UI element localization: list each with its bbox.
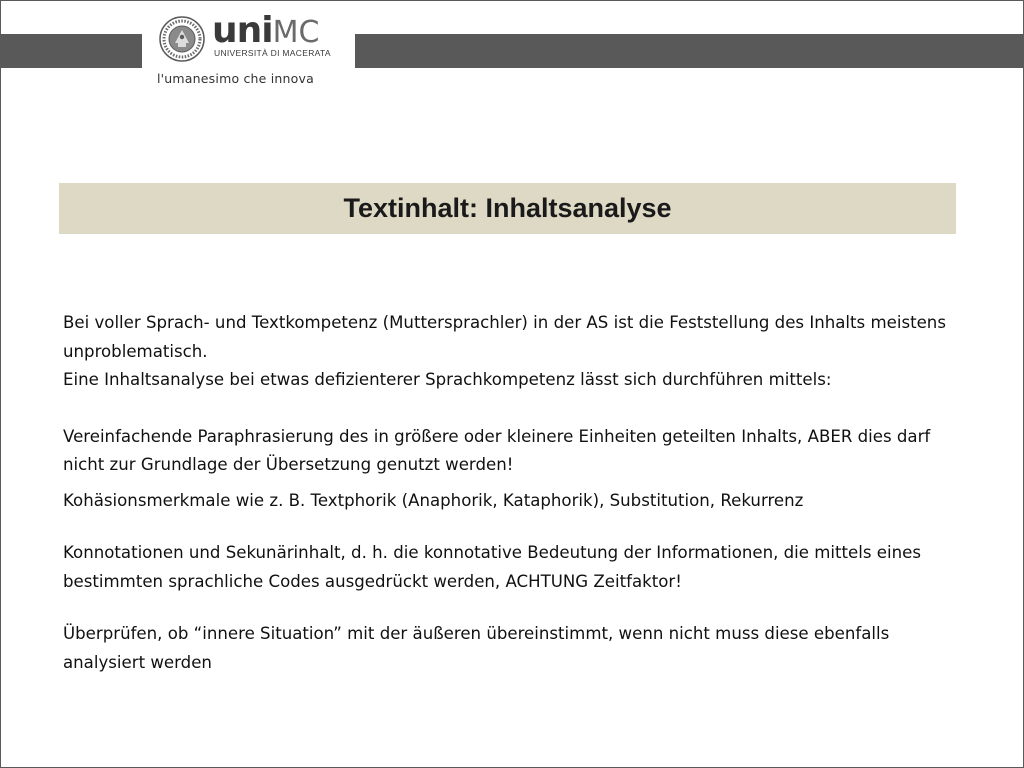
paragraph-connotation: Konnotationen und Sekunärinhalt, d. h. die konnotative Bedeutung der Informationen, die mittels eines bestimmten sprachliche Codes ausgedrückt werden, ACHTUNG Zeitfaktor!: [63, 543, 921, 591]
paragraph-cohesion: Kohäsionsmerkmale wie z. B. Textphorik (Anaphorik, Kataphorik), Substitution, Rekurrenz: [63, 490, 804, 510]
university-seal-icon: [159, 16, 205, 62]
paragraph-situation-check: Überprüfen, ob “innere Situation” mit der äußeren übereinstimmt, wenn nicht muss diese ebenfalls analysiert werden: [63, 624, 890, 672]
header-bar-right: [355, 34, 1023, 68]
paragraph-paraphrase: Vereinfachende Paraphrasierung des in größere oder kleinere Einheiten geteilten Inhalts, ABER dies darf nicht zur Grundlage der Übersetzung genutzt werden!: [63, 426, 931, 474]
title-band: [59, 183, 956, 234]
university-logo: [146, 1, 352, 93]
slide-body: [63, 309, 963, 677]
logo-wordmark: [212, 12, 319, 52]
slide-title: Textinhalt: Inhaltsanalyse: [343, 193, 672, 223]
logo-suffix-text: MC: [272, 15, 320, 50]
paragraph-intro: Bei voller Sprach- und Textkompetenz (Muttersprachler) in der AS ist die Feststellung des Inhalts meistens unproblematisch.: [63, 313, 946, 361]
logo-main-text: uni: [212, 10, 273, 51]
logo-subname: UNIVERSITÀ DI MACERATA: [214, 48, 331, 58]
header-bar-left: [1, 34, 142, 68]
logo-tagline: l'umanesimo che innova: [157, 71, 314, 86]
paragraph-method-lead: Eine Inhaltsanalyse bei etwas defizienterer Sprachkompetenz lässt sich durchführen mittels:: [63, 370, 832, 389]
